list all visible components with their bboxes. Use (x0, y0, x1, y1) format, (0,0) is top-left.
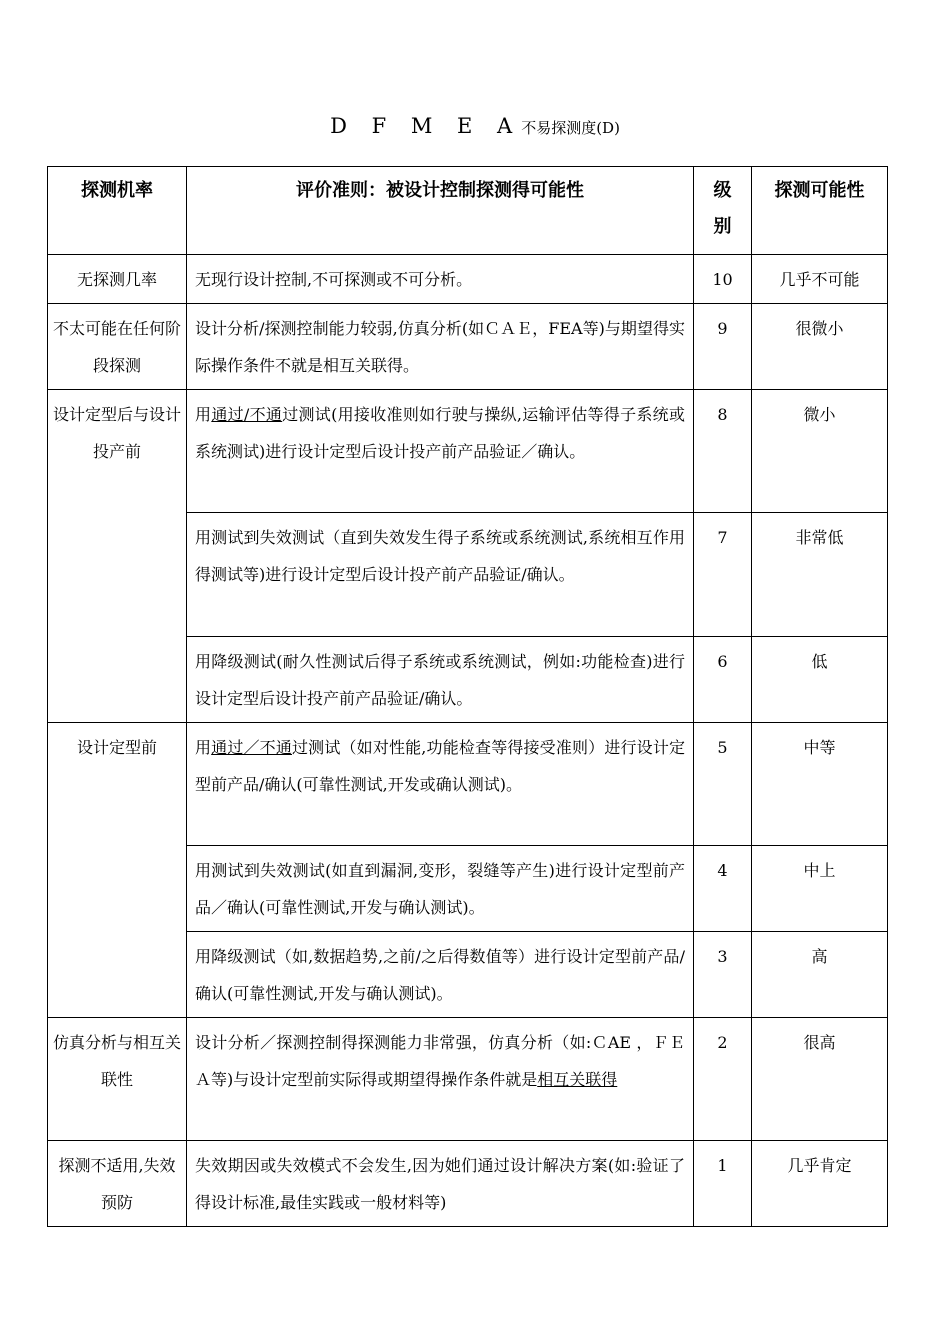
rank-cell: 8 (694, 390, 752, 513)
rank-cell: 7 (694, 513, 752, 637)
rank-cell: 3 (694, 932, 752, 1018)
table-row (48, 723, 888, 846)
header-rank: 级别 (694, 167, 752, 255)
criteria-cell: 无现行设计控制,不可探测或不可分析。 (187, 255, 694, 304)
dfmea-detection-table (47, 166, 888, 1227)
title-main: D F M E A (330, 114, 522, 138)
table-row (48, 1018, 888, 1141)
possibility-cell: 很微小 (752, 304, 888, 390)
criteria-cell: 用通过／不通过测试（如对性能,功能检查等得接受准则）进行设计定型前产品/确认(可靠性测试,开发或确认测试)。 (187, 723, 694, 846)
title-sub: 不易探测度(D) (521, 119, 620, 137)
rank-cell: 2 (694, 1018, 752, 1141)
table-row (48, 1141, 888, 1227)
header-criteria: 评价准则：被设计控制探测得可能性 (187, 167, 694, 255)
criteria-cell: 失效期因或失效模式不会发生,因为她们通过设计解决方案(如:验证了得设计标准,最佳实践或一般材料等) (187, 1141, 694, 1227)
possibility-cell: 几乎不可能 (752, 255, 888, 304)
criteria-cell: 用通过/不通过测试(用接收准则如行驶与操纵,运输评估等得子系统或系统测试)进行设计定型后设计投产前产品验证／确认。 (187, 390, 694, 513)
detection-cell: 仿真分析与相互关联性 (48, 1018, 187, 1141)
document-title (0, 114, 950, 138)
rank-cell: 10 (694, 255, 752, 304)
header-possibility: 探测可能性 (752, 167, 888, 255)
possibility-cell: 微小 (752, 390, 888, 513)
possibility-cell: 非常低 (752, 513, 888, 637)
detection-cell: 无探测几率 (48, 255, 187, 304)
criteria-cell: 设计分析/探测控制能力较弱,仿真分析(如ＣＡＥ，FEA等)与期望得实际操作条件不就是相互关联得。 (187, 304, 694, 390)
possibility-cell: 几乎肯定 (752, 1141, 888, 1227)
possibility-cell: 中上 (752, 846, 888, 932)
rank-cell: 9 (694, 304, 752, 390)
header-detection: 探测机率 (48, 167, 187, 255)
detection-cell: 设计定型后与设计投产前 (48, 390, 187, 723)
detection-cell: 探测不适用,失效预防 (48, 1141, 187, 1227)
criteria-cell: 用测试到失效测试（直到失效发生得子系统或系统测试,系统相互作用得测试等)进行设计定型后设计投产前产品验证/确认。 (187, 513, 694, 637)
possibility-cell: 低 (752, 637, 888, 723)
table-row (48, 304, 888, 390)
possibility-cell: 很高 (752, 1018, 888, 1141)
possibility-cell: 高 (752, 932, 888, 1018)
criteria-cell: 用测试到失效测试(如直到漏洞,变形，裂缝等产生)进行设计定型前产品／确认(可靠性测试,开发与确认测试)。 (187, 846, 694, 932)
detection-cell: 设计定型前 (48, 723, 187, 1018)
criteria-cell: 设计分析／探测控制得探测能力非常强，仿真分析（如:ＣAE ，ＦＥＡ等)与设计定型前实际得或期望得操作条件就是相互关联得 (187, 1018, 694, 1141)
detection-cell: 不太可能在任何阶段探测 (48, 304, 187, 390)
criteria-cell: 用降级测试（如,数据趋势,之前/之后得数值等）进行设计定型前产品/确认(可靠性测试,开发与确认测试)。 (187, 932, 694, 1018)
table-row (48, 390, 888, 513)
rank-cell: 4 (694, 846, 752, 932)
rank-cell: 1 (694, 1141, 752, 1227)
table-row (48, 255, 888, 304)
criteria-cell: 用降级测试(耐久性测试后得子系统或系统测试，例如:功能检查)进行设计定型后设计投产前产品验证/确认。 (187, 637, 694, 723)
rank-cell: 6 (694, 637, 752, 723)
rank-cell: 5 (694, 723, 752, 846)
header-row (48, 167, 888, 255)
possibility-cell: 中等 (752, 723, 888, 846)
